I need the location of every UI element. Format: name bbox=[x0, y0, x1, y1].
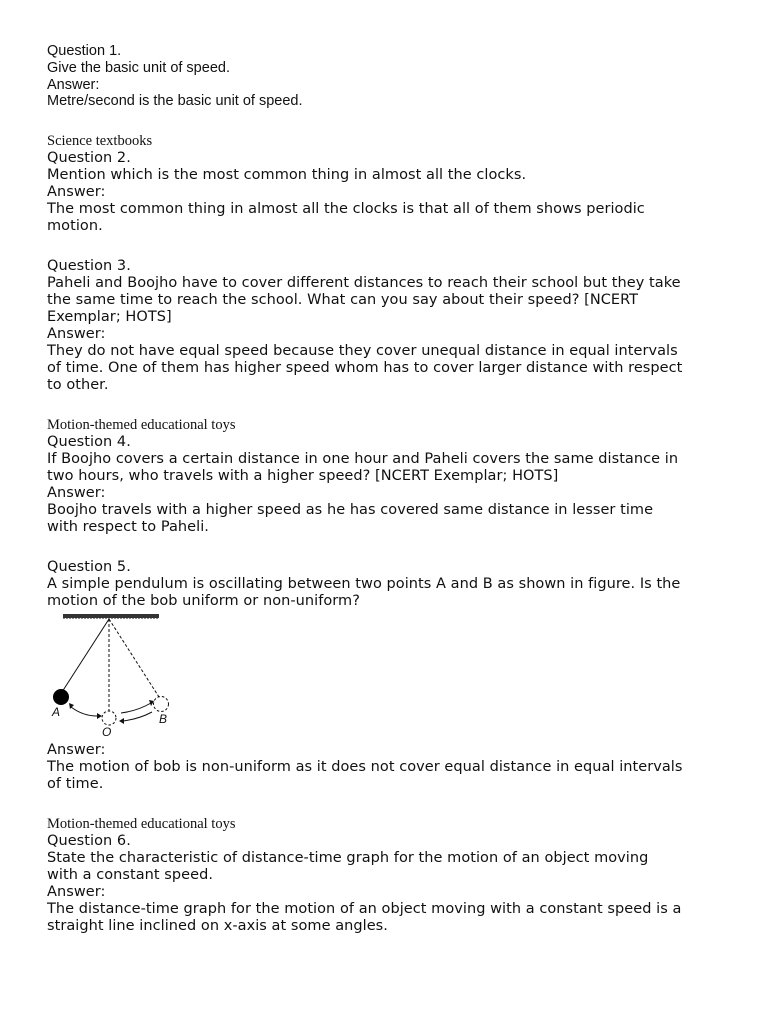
pendulum-string-a bbox=[62, 619, 109, 692]
pendulum-string-b bbox=[109, 619, 159, 697]
pendulum-bob-b bbox=[154, 697, 169, 712]
answer-5-label: Answer: bbox=[47, 742, 106, 759]
answer-2-line: motion. bbox=[47, 218, 103, 235]
question-3-line: Paheli and Boojho have to cover different distances to reach their school but they take bbox=[47, 275, 681, 292]
answer-6-line: straight line inclined on x-axis at some angles. bbox=[47, 918, 388, 935]
label-a: A bbox=[52, 705, 61, 720]
question-4-block bbox=[47, 434, 737, 536]
answer-1-text: Metre/second is the basic unit of speed. bbox=[47, 93, 303, 110]
pendulum-support bbox=[63, 614, 159, 618]
question-4-line: two hours, who travels with a higher speed? [NCERT Exemplar; HOTS] bbox=[47, 468, 559, 485]
answer-3-line: They do not have equal speed because they cover unequal distance in equal intervals bbox=[47, 343, 678, 360]
answer-6-line: The distance-time graph for the motion of an object moving with a constant speed is a bbox=[47, 901, 682, 918]
arrow-o-to-b bbox=[121, 703, 151, 713]
question-5-label: Question 5. bbox=[47, 559, 131, 576]
answer-3-line: of time. One of them has higher speed whom has to cover larger distance with respect bbox=[47, 360, 683, 377]
question-5-block bbox=[47, 559, 737, 793]
answer-3-label: Answer: bbox=[47, 326, 106, 343]
answer-3-line: to other. bbox=[47, 377, 109, 394]
answer-4-line: with respect to Paheli. bbox=[47, 519, 209, 536]
answer-2-line: The most common thing in almost all the clocks is that all of them shows periodic bbox=[47, 201, 645, 218]
pendulum-bob-a bbox=[53, 689, 69, 705]
question-1-label: Question 1. bbox=[47, 43, 122, 59]
question-4-label: Question 4. bbox=[47, 434, 131, 451]
question-3-line: the same time to reach the school. What can you say about their speed? [NCERT bbox=[47, 292, 639, 309]
question-2-block bbox=[47, 150, 737, 235]
question-5-line: A simple pendulum is oscillating between two points A and B as shown in figure. Is the bbox=[47, 576, 681, 593]
ad-link-motion-toys[interactable]: Motion-themed educational toys bbox=[47, 417, 236, 434]
question-6-line: with a constant speed. bbox=[47, 867, 214, 884]
question-5-line: motion of the bob uniform or non-uniform? bbox=[47, 593, 360, 610]
label-o: O bbox=[102, 725, 112, 740]
arrow-a-to-o bbox=[71, 707, 97, 716]
question-4-line: If Boojho covers a certain distance in one hour and Paheli covers the same distance in bbox=[47, 451, 679, 468]
question-2-label: Question 2. bbox=[47, 150, 131, 167]
answer-6-label: Answer: bbox=[47, 884, 106, 901]
answer-1-label: Answer: bbox=[47, 76, 100, 93]
answer-5-line: of time. bbox=[47, 776, 104, 793]
answer-4-line: Boojho travels with a higher speed as he has covered same distance in lesser time bbox=[47, 502, 654, 519]
arrow-b-to-o bbox=[123, 712, 152, 721]
answer-4-label: Answer: bbox=[47, 485, 106, 502]
question-6-line: State the characteristic of distance-time graph for the motion of an object moving bbox=[47, 850, 649, 867]
question-1-text: Give the basic unit of speed. bbox=[47, 59, 230, 76]
question-1-block bbox=[47, 43, 737, 110]
answer-2-label: Answer: bbox=[47, 184, 106, 201]
question-2-text: Mention which is the most common thing in almost all the clocks. bbox=[47, 167, 527, 184]
label-b: B bbox=[159, 712, 168, 727]
question-3-block bbox=[47, 258, 737, 394]
ad-link-science-textbooks[interactable]: Science textbooks bbox=[47, 133, 153, 150]
ad-link-motion-toys-2[interactable]: Motion-themed educational toys bbox=[47, 816, 236, 833]
pendulum-figure bbox=[47, 612, 187, 742]
answer-5-line: The motion of bob is non-uniform as it does not cover equal distance in equal intervals bbox=[47, 759, 683, 776]
document-page bbox=[47, 43, 737, 935]
question-3-line: Exemplar; HOTS] bbox=[47, 309, 172, 326]
question-6-label: Question 6. bbox=[47, 833, 131, 850]
question-6-block bbox=[47, 833, 737, 935]
pendulum-bob-o bbox=[102, 711, 116, 725]
question-3-label: Question 3. bbox=[47, 258, 131, 275]
